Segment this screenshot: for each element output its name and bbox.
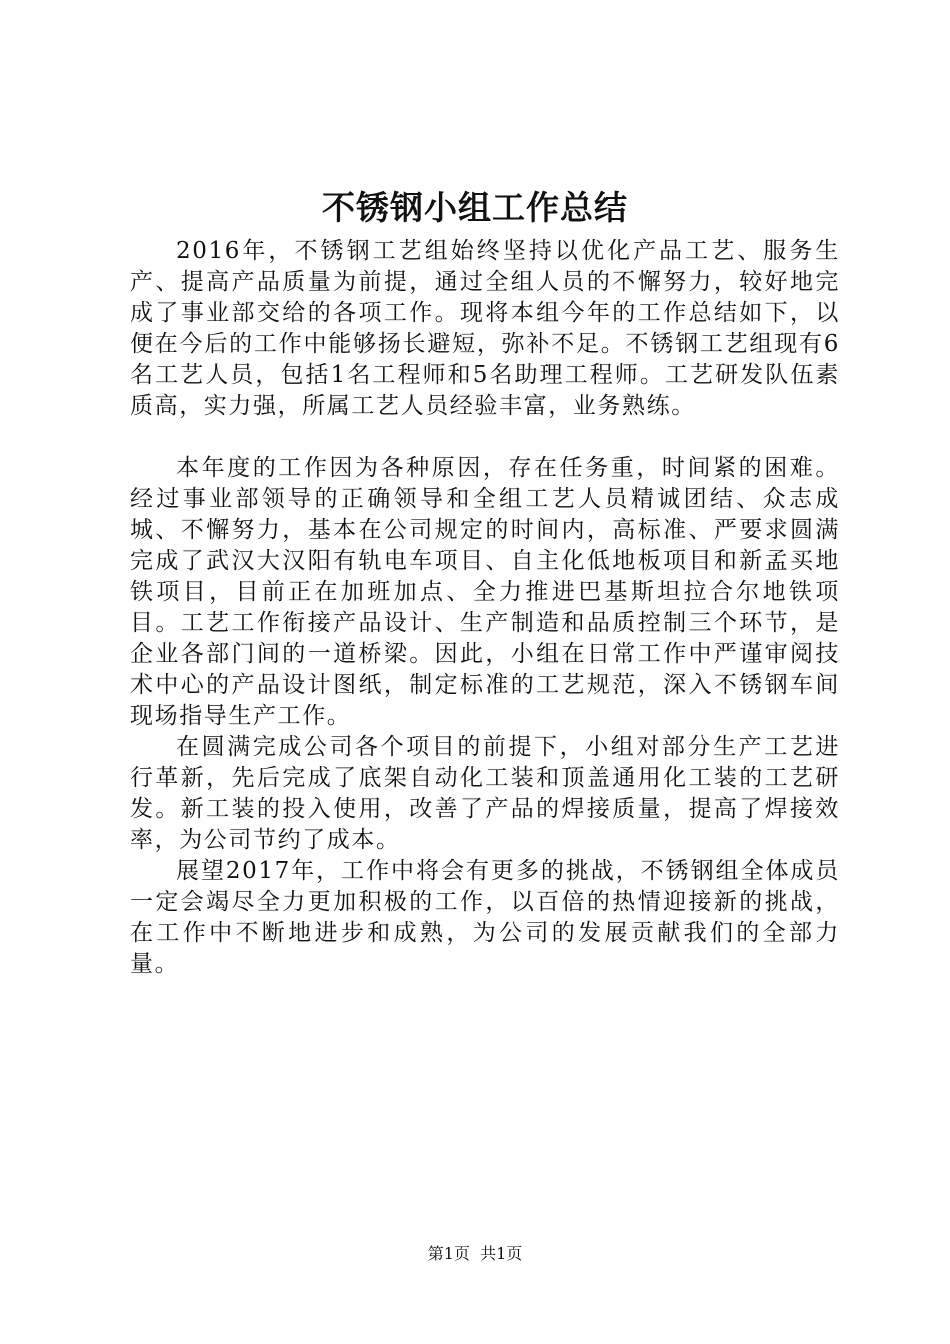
paragraph-intro: 2016年，不锈钢工艺组始终坚持以优化产品工艺、服务生产、提高产品质量为前提，通过全组人员的不懈努力，较好地完成了事业部交给的各项工作。现将本组今年的工作总结如下，以便在今后的工作中能够扬长避短，弥补不足。不锈钢工艺组现有6名工艺人员，包括1名工程师和5名助理工程师。工艺研发队伍素质高，实力强，所属工艺人员经验丰富，业务熟练。 bbox=[130, 238, 840, 419]
document-body bbox=[130, 236, 840, 980]
paragraph-innovation: 在圆满完成公司各个项目的前提下，小组对部分生产工艺进行革新，先后完成了底架自动化工装和顶盖通用化工装的工艺研发。新工装的投入使用，改善了产品的焊接质量，提高了焊接效率，为公司节约了成本。 bbox=[130, 734, 840, 853]
page-footer bbox=[0, 1242, 950, 1266]
page-total: 共1页 bbox=[480, 1244, 523, 1263]
page-number: 第1页 bbox=[427, 1244, 470, 1263]
paragraph-outlook: 展望2017年，工作中将会有更多的挑战，不锈钢组全体成员一定会竭尽全力更加积极的工作，以百倍的热情迎接新的挑战，在工作中不断地进步和成熟，为公司的发展贡献我们的全部力量。 bbox=[130, 858, 840, 977]
paragraph-annual-work: 本年度的工作因为各种原因，存在任务重，时间紧的困难。经过事业部领导的正确领导和全组工艺人员精诚团结、众志成城、不懈努力，基本在公司规定的时间内，高标准、严要求圆满完成了武汉大汉阳有轨电车项目、自主化低地板项目和新孟买地铁项目，目前正在加班加点、全力推进巴基斯坦拉合尔地铁项目。工艺工作衔接产品设计、生产制造和品质控制三个环节，是企业各部门间的一道桥梁。因此，小组在日常工作中严谨审阅技术中心的产品设计图纸，制定标准的工艺规范，深入不锈钢车间现场指导生产工作。 bbox=[130, 455, 840, 729]
document-title: 不锈钢小组工作总结 bbox=[322, 188, 628, 227]
